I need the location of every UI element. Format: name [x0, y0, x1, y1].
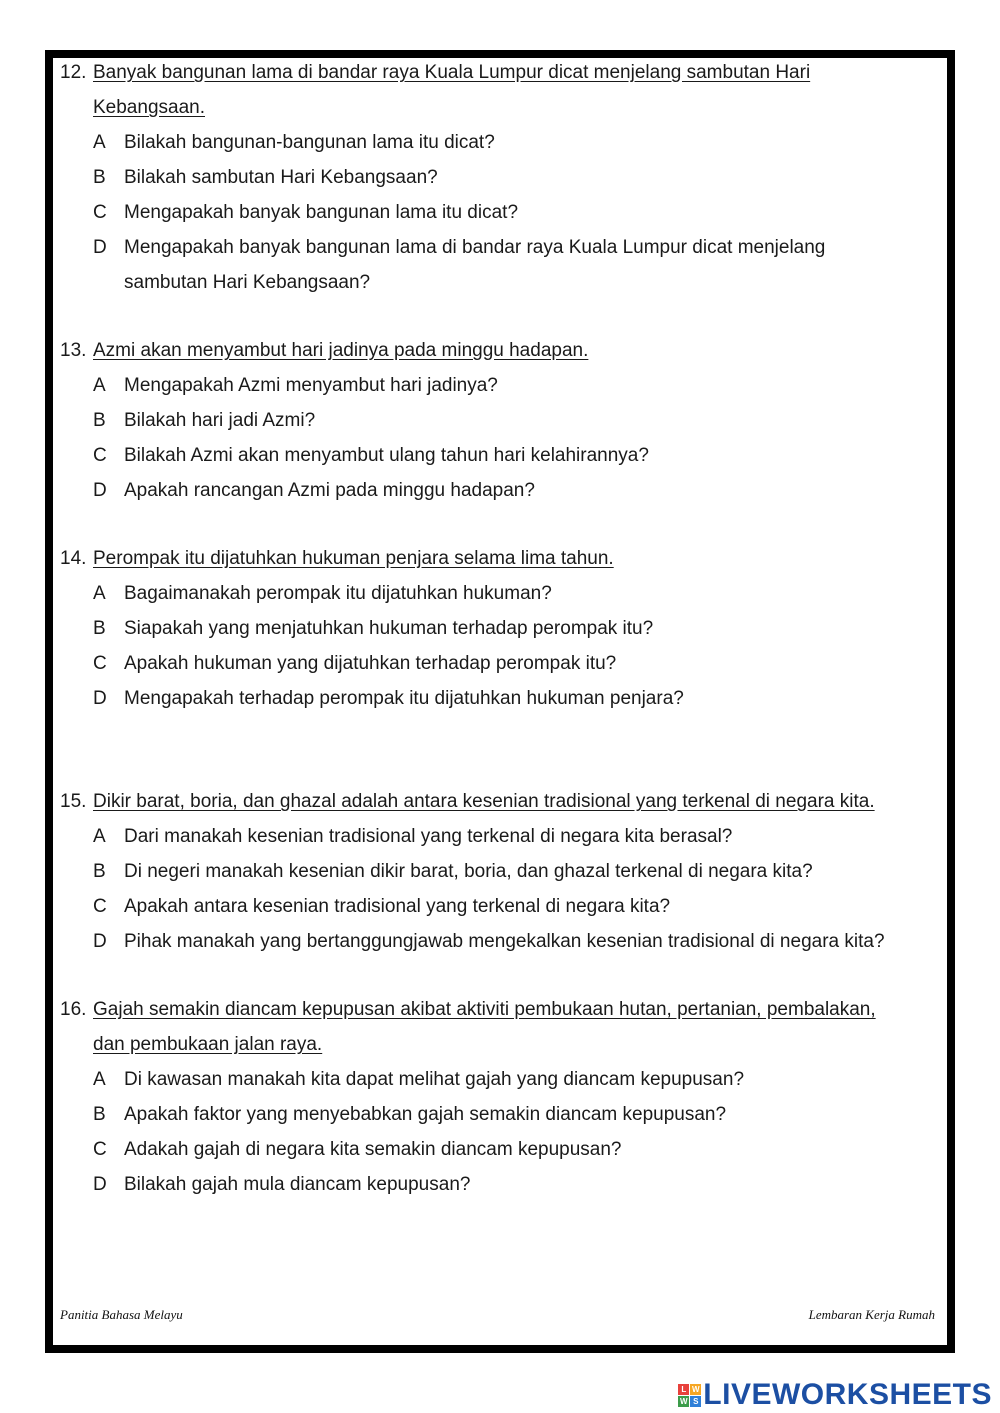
option-letter: B: [93, 861, 106, 882]
option-text: Bilakah bangunan-bangunan lama itu dicat?: [124, 132, 495, 153]
logo-block: W: [692, 1384, 700, 1394]
option-a[interactable]: [93, 819, 950, 854]
options-list: [93, 368, 940, 508]
option-d[interactable]: [93, 681, 940, 716]
question-stem: Dikir barat, boria, dan ghazal adalah antara kesenian tradisional yang terkenal di negara kita.: [93, 791, 875, 812]
option-a[interactable]: [93, 125, 940, 160]
option-a[interactable]: [93, 368, 940, 403]
option-letter: B: [93, 1104, 106, 1125]
option-b[interactable]: [93, 611, 940, 646]
option-d[interactable]: [93, 473, 940, 508]
option-text: Apakah antara kesenian tradisional yang terkenal di negara kita?: [124, 896, 671, 917]
option-letter: A: [93, 826, 106, 847]
option-a[interactable]: [93, 576, 940, 611]
option-letter: A: [93, 375, 106, 396]
option-letter: C: [93, 653, 107, 674]
option-letter: B: [93, 410, 106, 431]
option-letter: D: [93, 237, 107, 258]
liveworksheets-logo-icon: [678, 1384, 701, 1407]
option-text: Dari manakah kesenian tradisional yang terkenal di negara kita berasal?: [124, 826, 733, 847]
question-number: 16.: [60, 999, 87, 1020]
option-letter: A: [93, 1069, 106, 1090]
logo-block: S: [690, 1396, 701, 1407]
question-stem-row: [60, 333, 940, 368]
option-text: Di kawasan manakah kita dapat melihat gajah yang diancam kepupusan?: [124, 1069, 745, 1090]
option-text: Apakah faktor yang menyebabkan gajah semakin diancam kepupusan?: [124, 1104, 727, 1125]
question-stem: Gajah semakin diancam kepupusan akibat aktiviti pembukaan hutan, pertanian, pembalakan,: [93, 999, 876, 1020]
option-letter: D: [93, 1174, 107, 1195]
question-12: [60, 55, 940, 300]
option-a[interactable]: [93, 1062, 940, 1097]
logo-block: W: [680, 1396, 688, 1406]
option-c[interactable]: [93, 1132, 940, 1167]
option-text: Mengapakah banyak bangunan lama di bandar raya Kuala Lumpur dicat menjelang: [124, 237, 826, 258]
option-c[interactable]: [93, 195, 940, 230]
option-letter: D: [93, 480, 107, 501]
option-text: Bilakah gajah mula diancam kepupusan?: [124, 1174, 471, 1195]
option-text: Di negeri manakah kesenian dikir barat, boria, dan ghazal terkenal di negara kita?: [124, 861, 813, 882]
option-d[interactable]: [93, 1167, 940, 1202]
option-d[interactable]: [93, 924, 950, 959]
options-list: [93, 576, 940, 716]
footer-left-text: Panitia Bahasa Melayu: [60, 1307, 183, 1322]
logo-block: L: [678, 1384, 689, 1395]
option-b[interactable]: [93, 160, 940, 195]
option-text: Apakah hukuman yang dijatuhkan terhadap perompak itu?: [124, 653, 617, 674]
option-letter: A: [93, 132, 106, 153]
option-text: Mengapakah Azmi menyambut hari jadinya?: [124, 375, 498, 396]
option-c[interactable]: [93, 438, 940, 473]
option-c[interactable]: [93, 646, 940, 681]
question-15: [60, 784, 950, 959]
option-text: Pihak manakah yang bertanggungjawab mengekalkan kesenian tradisional di negara kita?: [124, 931, 885, 952]
question-stem-row: [60, 784, 950, 819]
question-stem-row: [60, 541, 940, 576]
option-letter: C: [93, 1139, 107, 1160]
option-letter: B: [93, 167, 106, 188]
question-number: 14.: [60, 548, 87, 569]
question-14: [60, 541, 940, 716]
option-text: Siapakah yang menjatuhkan hukuman terhadap perompak itu?: [124, 618, 654, 639]
option-text-continued: sambutan Hari Kebangsaan?: [124, 272, 371, 293]
question-number: 15.: [60, 791, 87, 812]
question-stem-row: [60, 55, 940, 125]
option-letter: B: [93, 618, 106, 639]
footer-right-text: Lembaran Kerja Rumah: [808, 1307, 935, 1322]
option-letter: A: [93, 583, 106, 604]
question-stem-row: [60, 992, 940, 1062]
option-text: Mengapakah banyak bangunan lama itu dicat?: [124, 202, 519, 223]
option-text: Adakah gajah di negara kita semakin diancam kepupusan?: [124, 1139, 622, 1160]
options-list: [93, 1062, 940, 1202]
liveworksheets-brand[interactable]: [678, 1378, 992, 1412]
option-text: Bilakah hari jadi Azmi?: [124, 410, 316, 431]
options-list: [93, 819, 950, 959]
question-13: [60, 333, 940, 508]
question-stem-continued: dan pembukaan jalan raya.: [93, 1034, 323, 1055]
question-stem: Perompak itu dijatuhkan hukuman penjara selama lima tahun.: [93, 548, 614, 569]
option-text: Mengapakah terhadap perompak itu dijatuhkan hukuman penjara?: [124, 688, 684, 709]
option-letter: D: [93, 931, 107, 952]
option-text: Bagaimanakah perompak itu dijatuhkan hukuman?: [124, 583, 552, 604]
option-b[interactable]: [93, 854, 950, 889]
option-text: Bilakah sambutan Hari Kebangsaan?: [124, 167, 438, 188]
option-letter: D: [93, 688, 107, 709]
option-c[interactable]: [93, 889, 950, 924]
question-stem: Azmi akan menyambut hari jadinya pada minggu hadapan.: [93, 340, 589, 361]
option-letter: C: [93, 445, 107, 466]
question-stem: Banyak bangunan lama di bandar raya Kuala Lumpur dicat menjelang sambutan Hari: [93, 62, 811, 83]
option-d[interactable]: [93, 230, 940, 300]
brand-name: LIVEWORKSHEETS: [703, 1378, 992, 1411]
option-b[interactable]: [93, 1097, 940, 1132]
options-list: [93, 125, 940, 300]
question-16: [60, 992, 940, 1202]
question-stem-continued: Kebangsaan.: [93, 97, 205, 118]
option-text: Apakah rancangan Azmi pada minggu hadapan?: [124, 480, 535, 501]
option-text: Bilakah Azmi akan menyambut ulang tahun hari kelahirannya?: [124, 445, 649, 466]
option-b[interactable]: [93, 403, 940, 438]
option-letter: C: [93, 896, 107, 917]
option-letter: C: [93, 202, 107, 223]
question-number: 12.: [60, 62, 87, 83]
question-number: 13.: [60, 340, 87, 361]
